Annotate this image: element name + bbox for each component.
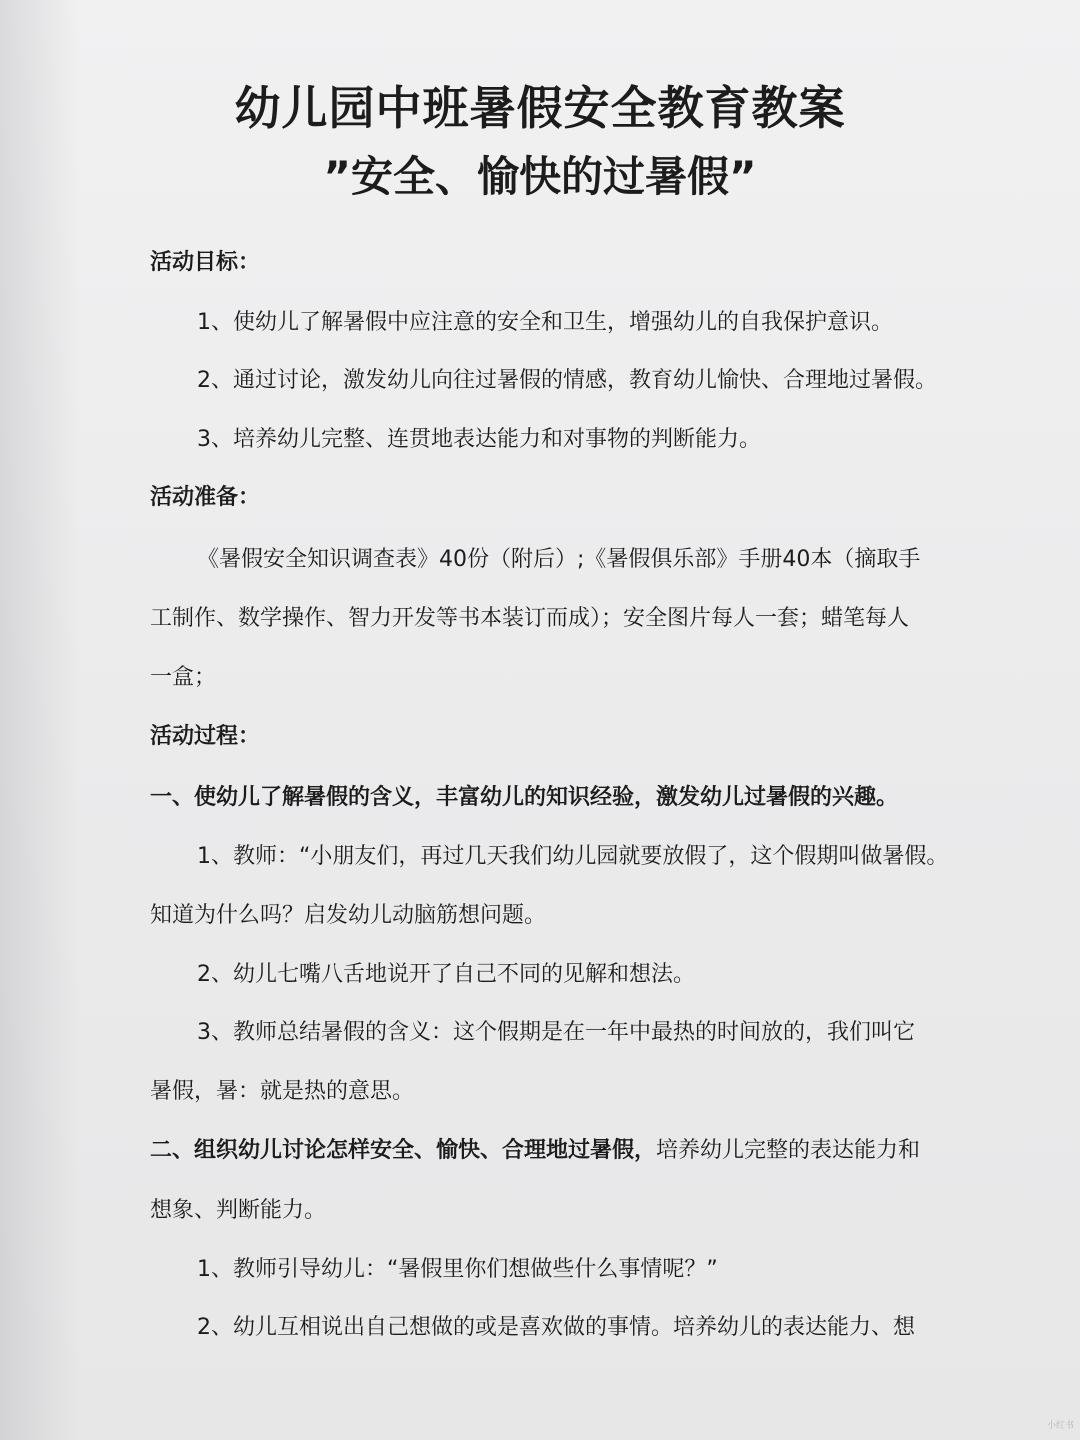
watermark-text: 小红书 bbox=[1046, 1421, 1074, 1431]
process-1-item-3-line-1: 3、教师总结暑假的含义：这个假期是在一年中最热的时间放的，我们叫它 bbox=[197, 1020, 915, 1045]
preparation-line-1: 《暑假安全知识调查表》40份（附后）;《暑假俱乐部》手册40本（摘取手 bbox=[197, 547, 921, 572]
process-2-item-2: 2、幼儿互相说出自己想做的或是喜欢做的事情。培养幼儿的表达能力、想 bbox=[197, 1315, 915, 1340]
process-part-1-heading: 一、使幼儿了解暑假的含义，丰富幼儿的知识经验，激发幼儿过暑假的兴趣。 bbox=[150, 785, 899, 810]
process-1-item-1-line-1: 1、教师：“小朋友们，再过几天我们幼儿园就要放假了，这个假期叫做暑假。 bbox=[197, 844, 949, 869]
process-part-2-heading-line-1 bbox=[150, 1134, 920, 1168]
section-heading-goals: 活动目标： bbox=[150, 250, 261, 275]
process-part-2-heading-rest: 培养幼儿完整的表达能力和 bbox=[656, 1138, 921, 1163]
preparation-line-2: 工制作、数学操作、智力开发等书本装订而成）；安全图片每人一套；蜡笔每人 bbox=[150, 606, 910, 631]
preparation-line-3: 一盒； bbox=[150, 665, 217, 690]
document-title: 幼儿园中班暑假安全教育教案 bbox=[234, 81, 846, 135]
process-part-2-heading-bold: 二、组织幼儿讨论怎样安全、愉快、合理地过暑假， bbox=[150, 1138, 657, 1163]
process-1-item-2: 2、幼儿七嘴八舌地说开了自己不同的见解和想法。 bbox=[197, 962, 695, 987]
goal-item-1: 1、使幼儿了解暑假中应注意的安全和卫生，增强幼儿的自我保护意识。 bbox=[197, 310, 893, 335]
goal-item-3: 3、培养幼儿完整、连贯地表达能力和对事物的判断能力。 bbox=[197, 427, 761, 452]
process-1-item-1-line-2: 知道为什么吗？启发幼儿动脑筋想问题。 bbox=[150, 903, 547, 928]
goal-item-2: 2、通过讨论，激发幼儿向往过暑假的情感，教育幼儿愉快、合理地过暑假。 bbox=[197, 368, 937, 393]
section-heading-preparation: 活动准备： bbox=[150, 485, 261, 510]
process-part-2-heading-line-2: 想象、判断能力。 bbox=[150, 1198, 327, 1223]
document-subtitle: ”安全、愉快的过暑假” bbox=[323, 152, 757, 201]
process-2-item-1: 1、教师引导幼儿：“暑假里你们想做些什么事情呢？” bbox=[197, 1257, 718, 1282]
page-edge-shadow bbox=[0, 0, 80, 1440]
process-1-item-3-line-2: 暑假，暑：就是热的意思。 bbox=[150, 1079, 415, 1104]
section-heading-process: 活动过程： bbox=[150, 724, 261, 749]
